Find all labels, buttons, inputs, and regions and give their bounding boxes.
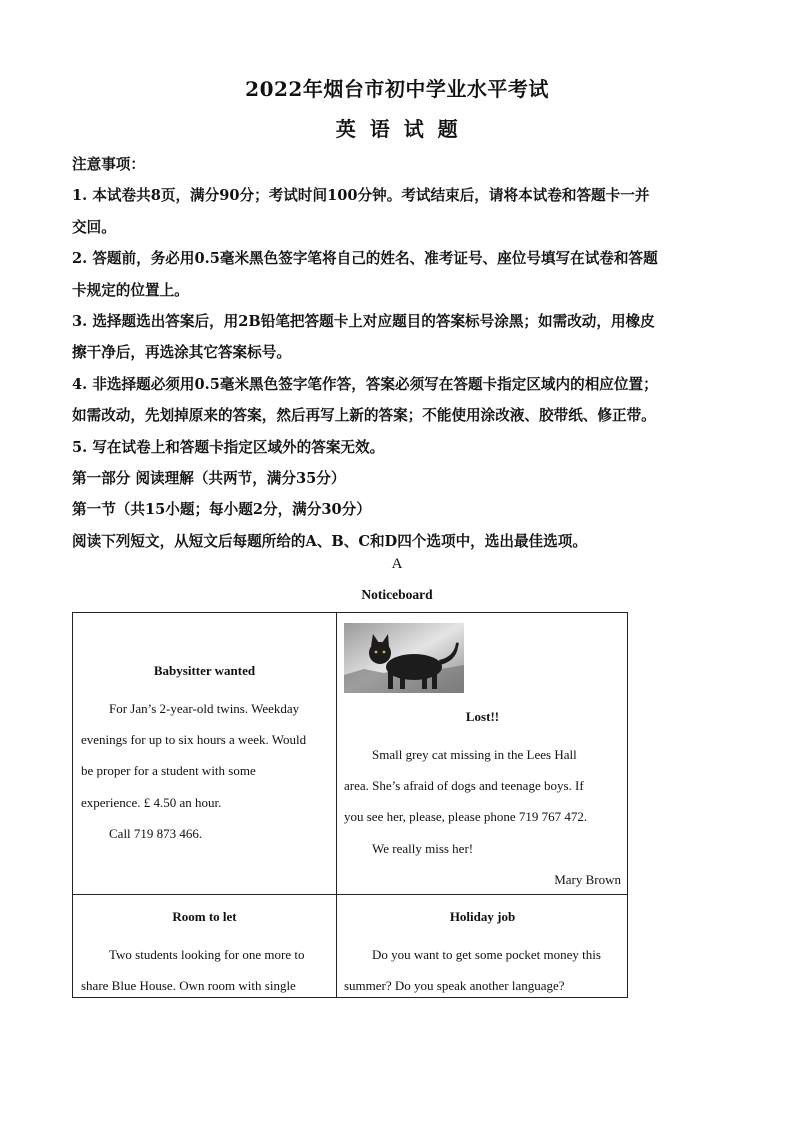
instruction-line: 3. 选择题选出答案后，用2B铅笔把答题卡上对应题目的答案标号涂黑；如需改动，用橡皮: [72, 312, 655, 330]
notice-lost-cat: [337, 613, 629, 894]
notice-text: you see her, please, please phone 719 767 472.: [344, 809, 588, 825]
instruction-line: 2. 答题前，务必用0.5毫米黑色签字笔将自己的姓名、准考证号、座位号填写在试卷和答题: [72, 250, 658, 268]
notice-heading: Lost!!: [465, 709, 500, 724]
notice-holiday-job: [337, 895, 629, 999]
instructions: [72, 149, 722, 557]
notice-text: For Jan’s 2-year-old twins. Weekday: [109, 701, 300, 716]
notice-text: Small grey cat missing in the Lees Hall: [372, 747, 577, 762]
notice-heading: Room to let: [172, 909, 237, 924]
notice-text: evenings for up to six hours a week. Would: [81, 732, 307, 748]
instruction-line: 卡规定的位置上。: [72, 281, 189, 299]
notice-babysitter: [73, 613, 336, 894]
instruction-line: 4. 非选择题必须用0.5毫米黑色签字笔作答，答案必须写在答题卡指定区域内的相应位置；: [72, 375, 658, 393]
instruction-line: 如需改动，先划掉原来的答案，然后再写上新的答案；不能使用涂改液、胶带纸、修正带。: [72, 407, 656, 425]
notice-text: summer? Do you speak another language?: [344, 978, 565, 994]
instruction-line: 5. 写在试卷上和答题卡指定区域外的答案无效。: [72, 438, 385, 456]
notice-signature: Mary Brown: [554, 871, 621, 887]
notice-text: share Blue House. Own room with single: [81, 978, 296, 994]
instruction-line: 擦干净后，再选涂其它答案标号。: [72, 344, 291, 362]
notice-room-to-let: [73, 895, 336, 999]
notice-text: be proper for a student with some: [81, 763, 256, 779]
notice-heading: Holiday job: [449, 909, 516, 924]
notice-text: Two students looking for one more to: [109, 947, 305, 962]
notice-text: experience. £ 4.50 an hour.: [81, 794, 222, 810]
notice-text: We really miss her!: [372, 840, 474, 856]
noticeboard-table: [72, 612, 628, 998]
notice-heading: Babysitter wanted: [153, 663, 256, 678]
exam-title: 2022年烟台市初中学业水平考试: [245, 77, 549, 101]
notice-text: area. She’s afraid of dogs and teenage boys. If: [344, 778, 584, 794]
instruction-line: 交回。: [72, 218, 116, 236]
noticeboard-title: Noticeboard: [361, 587, 433, 602]
passage-letter: A: [391, 556, 403, 572]
instruction-line: 注意事项：: [72, 156, 145, 173]
section-heading: 第一部分 阅读理解（共两节，满分35分）: [72, 469, 346, 487]
notice-phone: Call 719 873 466.: [109, 825, 203, 841]
instruction-line: 1. 本试卷共8页，满分90分；考试时间100分钟。考试结束后，请将本试卷和答题卡一并: [72, 187, 650, 205]
cat-photo: [344, 623, 464, 693]
reading-directions: 阅读下列短文，从短文后每题所给的A、B、C和D四个选项中，选出最佳选项。: [72, 532, 587, 550]
exam-subject: 英 语 试 题: [335, 117, 459, 141]
notice-text: Do you want to get some pocket money this: [372, 947, 601, 962]
subsection-heading: 第一节（共15小题；每小题2分，满分30分）: [72, 501, 371, 519]
